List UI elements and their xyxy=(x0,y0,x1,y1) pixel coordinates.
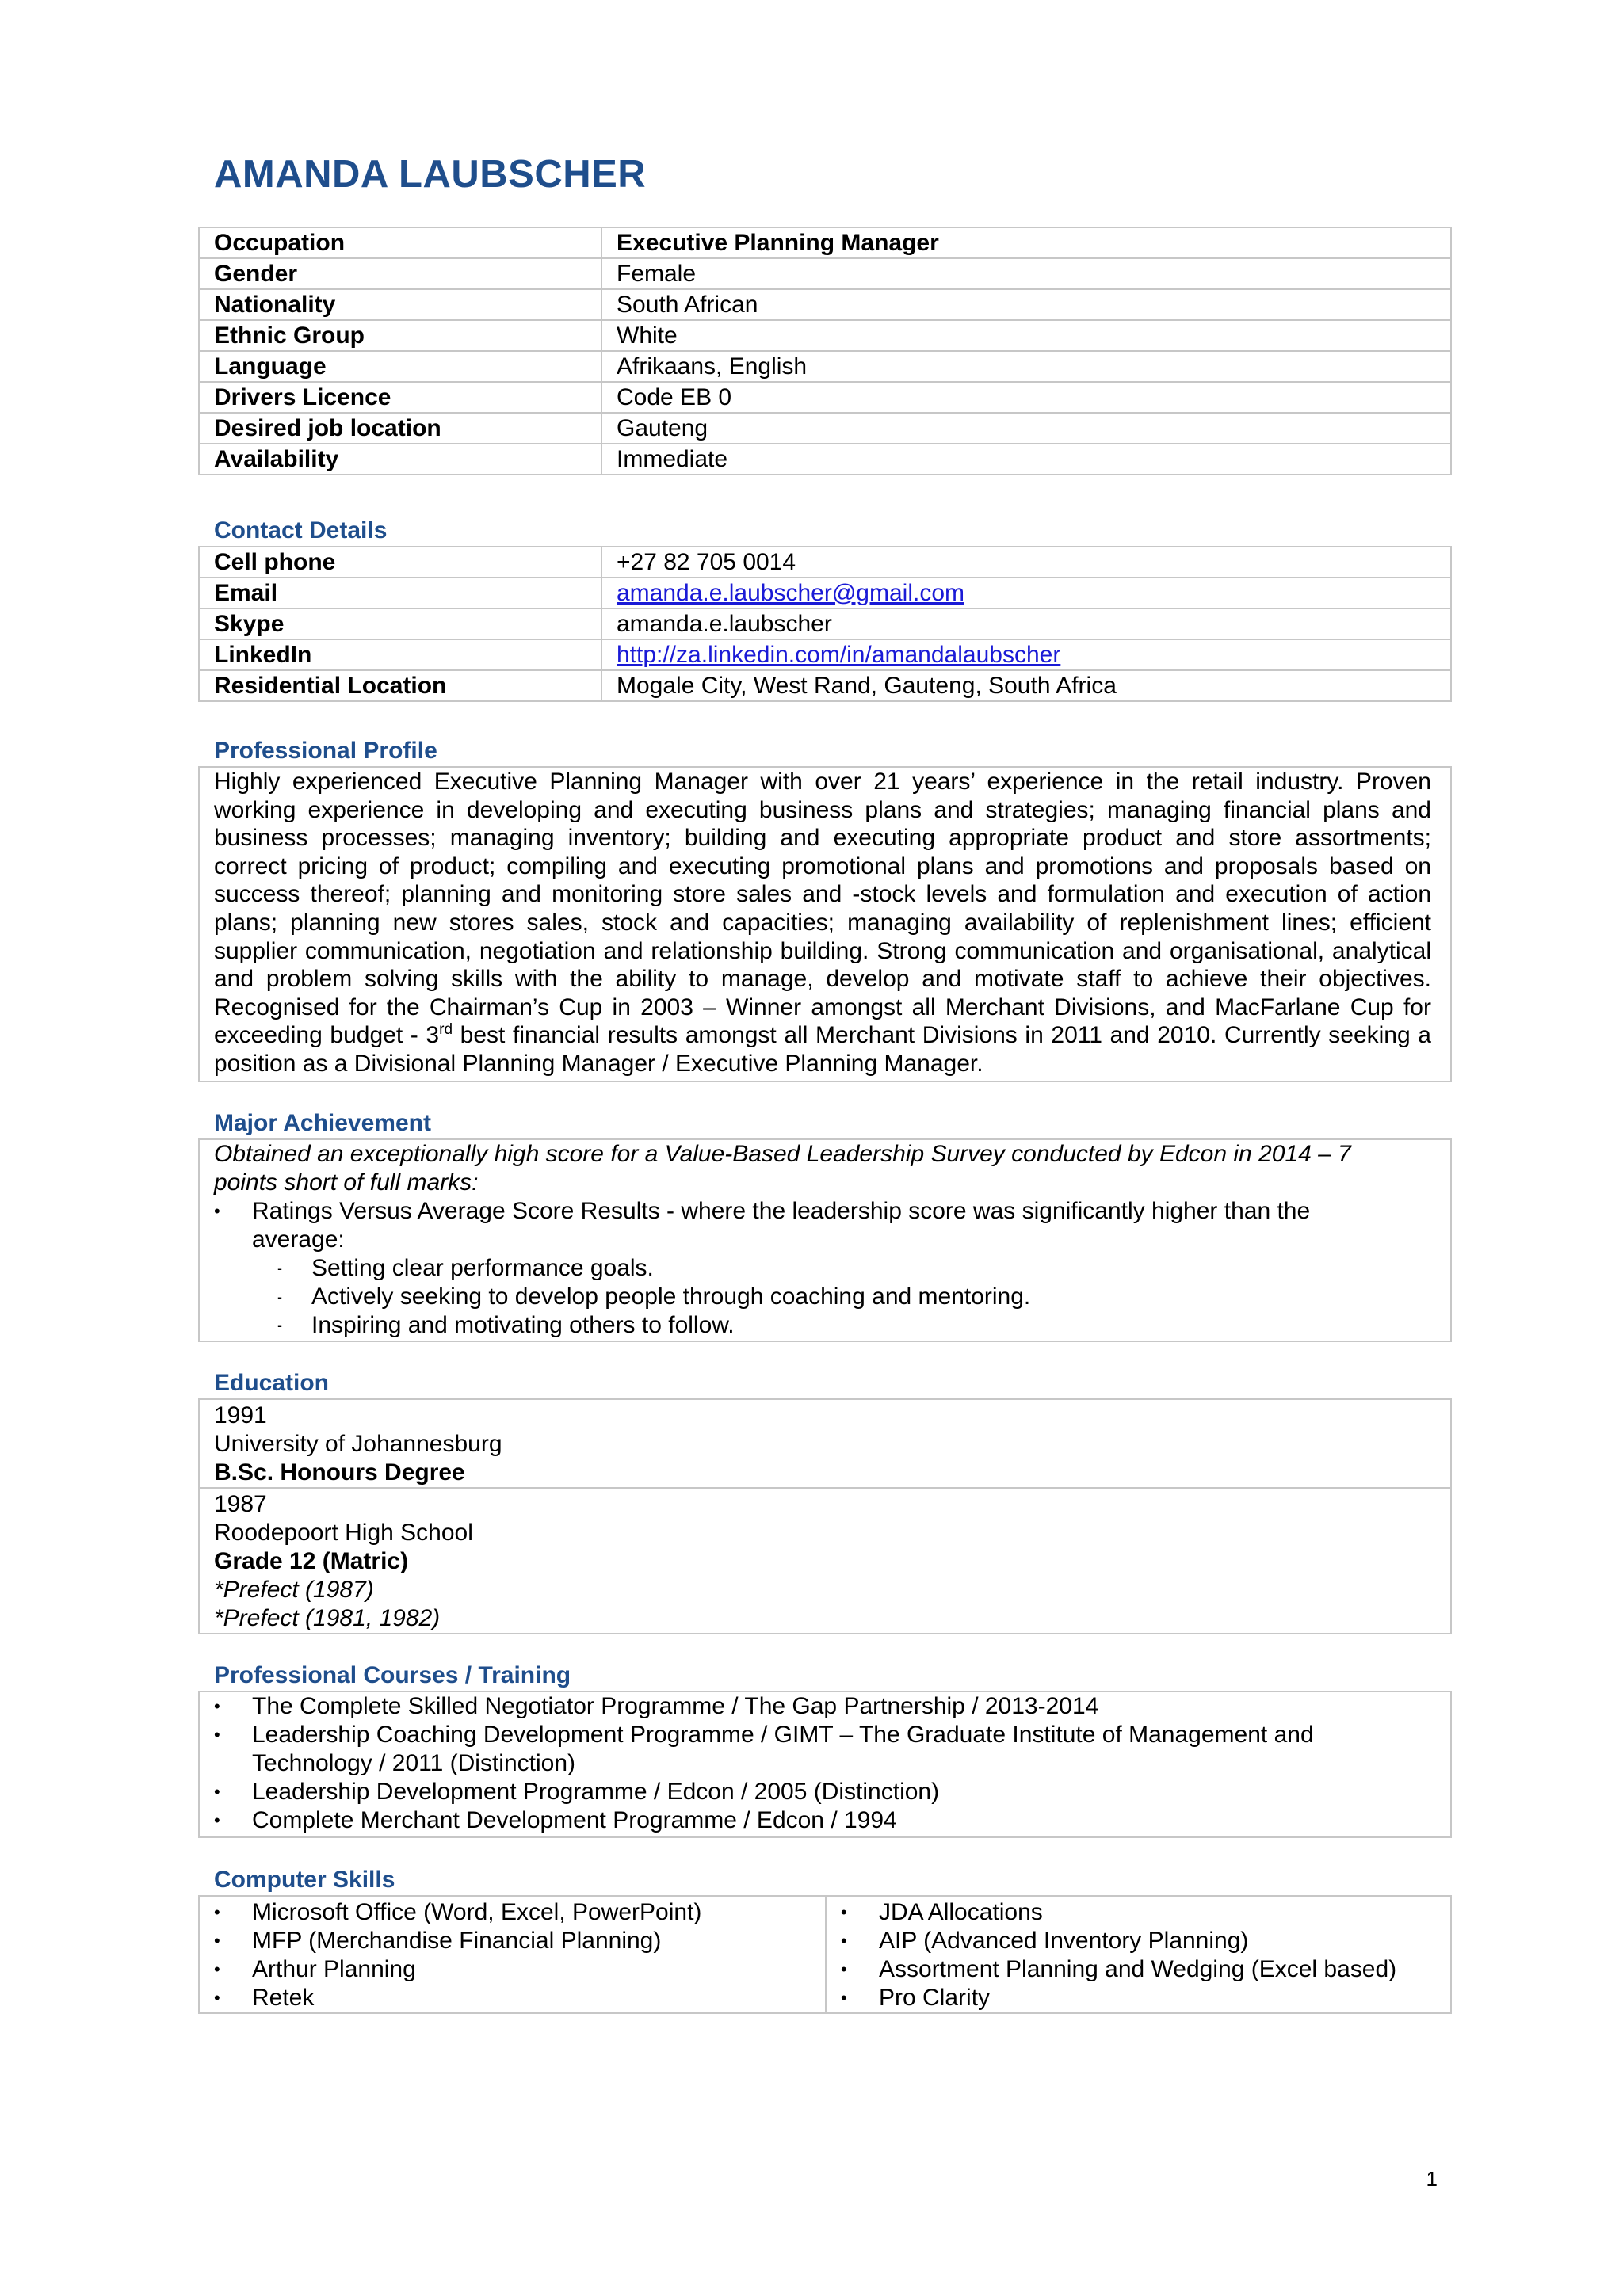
education-section-title: Education xyxy=(214,1370,330,1396)
table-row xyxy=(199,227,1451,258)
personal-details-table xyxy=(198,227,1452,475)
table-row xyxy=(199,351,1451,382)
email-link[interactable]: amanda.e.laubscher@gmail.com xyxy=(617,580,964,606)
table-row xyxy=(199,320,1451,351)
cell-phone-value: +27 82 705 0014 xyxy=(601,547,1451,578)
education-entry xyxy=(200,1400,1450,1487)
linkedin-link[interactable]: http://za.linkedin.com/in/amandalaubscher xyxy=(617,642,1061,668)
list-item: • Complete Merchant Development Programme / Edcon / 1994 xyxy=(214,1806,1436,1835)
achievement-box xyxy=(198,1138,1452,1342)
page-number: 1 xyxy=(1426,2167,1438,2191)
table-row xyxy=(199,444,1451,475)
education-institution: Roodepoort High School xyxy=(214,1520,473,1546)
skills-box xyxy=(198,1895,1452,2014)
achievement-intro: Obtained an exceptionally high score for a Value-Based Leadership Survey conducted by Edcon in 2014 – 7 points short of full marks: xyxy=(214,1141,1351,1196)
list-item: • Arthur Planning xyxy=(214,1955,811,1984)
row-value: White xyxy=(601,320,1451,351)
row-value: Gauteng xyxy=(601,413,1451,444)
courses-box xyxy=(198,1691,1452,1838)
list-item: • JDA Allocations xyxy=(841,1898,1436,1927)
row-label: Residential Location xyxy=(199,670,601,701)
row-value: Executive Planning Manager xyxy=(601,227,1451,258)
row-label: Skype xyxy=(199,608,601,639)
list-item: - Actively seeking to develop people through coaching and mentoring. xyxy=(214,1283,1436,1311)
list-item: • AIP (Advanced Inventory Planning) xyxy=(841,1927,1436,1955)
row-label: Gender xyxy=(199,258,601,289)
row-label: Ethnic Group xyxy=(199,320,601,351)
row-value: Code EB 0 xyxy=(601,382,1451,413)
courses-section-title: Professional Courses / Training xyxy=(214,1662,571,1688)
skills-column-right xyxy=(825,1897,1450,2012)
contact-details-table xyxy=(198,546,1452,702)
education-institution: University of Johannesburg xyxy=(214,1431,502,1457)
row-label: Nationality xyxy=(199,289,601,320)
row-label: Availability xyxy=(199,444,601,475)
table-row xyxy=(199,639,1451,670)
row-label: Desired job location xyxy=(199,413,601,444)
profile-box xyxy=(198,766,1452,1082)
education-qualification: Grade 12 (Matric) xyxy=(214,1548,409,1574)
row-value: South African xyxy=(601,289,1451,320)
list-item: • Leadership Coaching Development Programme / GIMT – The Graduate Institute of Management and Technology / 2011 (Distinction) xyxy=(214,1721,1436,1778)
education-year: 1991 xyxy=(214,1402,267,1428)
skills-column-left xyxy=(200,1897,825,2012)
education-note: *Prefect (1981, 1982) xyxy=(214,1605,441,1631)
education-entry xyxy=(200,1487,1450,1634)
table-row xyxy=(199,578,1451,608)
table-row xyxy=(199,670,1451,701)
list-item: • Retek xyxy=(214,1984,811,2012)
education-box xyxy=(198,1398,1452,1634)
profile-text: Highly experienced Executive Planning Manager with over 21 years’ experience in the retail industry. Proven working experience in developing and executing business plans and strategies; managing financial plans and business processes; managing inventory; building and executing appropriate product and store assortments; correct pricing of product; compiling and executing promotional plans and promotions and proposals based on success thereof; planning and monitoring store sales and -stock levels and formulation and execution of action plans; planning new stores sales, stock and capacities; managing availability of replenishment lines; efficient supplier communication, negotiation and relationship building. Strong communication and organisational, analytical and problem solving skills with the ability to manage, develop and motivate staff to achieve their objectives. Recognised for the Chairman’s Cup in 2003 – Winner amongst all Merchant Divisions, and MacFarlane Cup for exceeding budget - 3rd best financial results amongst all Merchant Divisions in 2011 and 2010. Currently seeking a position as a Divisional Planning Manager / Executive Planning Manager. xyxy=(214,769,1431,1077)
list-item: • Leadership Development Programme / Edcon / 2005 (Distinction) xyxy=(214,1778,1436,1806)
achievement-bullet: • Ratings Versus Average Score Results - where the leadership score was significantly higher than the average: xyxy=(214,1197,1436,1254)
list-item: - Inspiring and motivating others to follow. xyxy=(214,1311,1436,1340)
row-label: Language xyxy=(199,351,601,382)
list-item: • Microsoft Office (Word, Excel, PowerPoint) xyxy=(214,1898,811,1927)
candidate-name: AMANDA LAUBSCHER xyxy=(214,153,647,196)
skills-section-title: Computer Skills xyxy=(214,1867,395,1893)
education-note: *Prefect (1987) xyxy=(214,1577,374,1603)
skype-value: amanda.e.laubscher xyxy=(601,608,1451,639)
row-label: Email xyxy=(199,578,601,608)
table-row xyxy=(199,258,1451,289)
list-item: • Pro Clarity xyxy=(841,1984,1436,2012)
table-row xyxy=(199,382,1451,413)
residential-location-value: Mogale City, West Rand, Gauteng, South Africa xyxy=(601,670,1451,701)
profile-section-title: Professional Profile xyxy=(214,738,437,764)
list-item: • MFP (Merchandise Financial Planning) xyxy=(214,1927,811,1955)
row-value: Immediate xyxy=(601,444,1451,475)
table-row xyxy=(199,289,1451,320)
table-row xyxy=(199,547,1451,578)
table-row xyxy=(199,608,1451,639)
achievement-section-title: Major Achievement xyxy=(214,1110,431,1136)
education-year: 1987 xyxy=(214,1491,267,1517)
list-item: - Setting clear performance goals. xyxy=(214,1254,1436,1283)
row-label: Occupation xyxy=(199,227,601,258)
row-value: Female xyxy=(601,258,1451,289)
row-label: Cell phone xyxy=(199,547,601,578)
table-row xyxy=(199,413,1451,444)
contact-section-title: Contact Details xyxy=(214,517,388,543)
list-item: • The Complete Skilled Negotiator Programme / The Gap Partnership / 2013-2014 xyxy=(214,1692,1436,1721)
row-label: LinkedIn xyxy=(199,639,601,670)
education-qualification: B.Sc. Honours Degree xyxy=(214,1459,465,1486)
list-item: • Assortment Planning and Wedging (Excel based) xyxy=(841,1955,1436,1984)
row-label: Drivers Licence xyxy=(199,382,601,413)
row-value: Afrikaans, English xyxy=(601,351,1451,382)
